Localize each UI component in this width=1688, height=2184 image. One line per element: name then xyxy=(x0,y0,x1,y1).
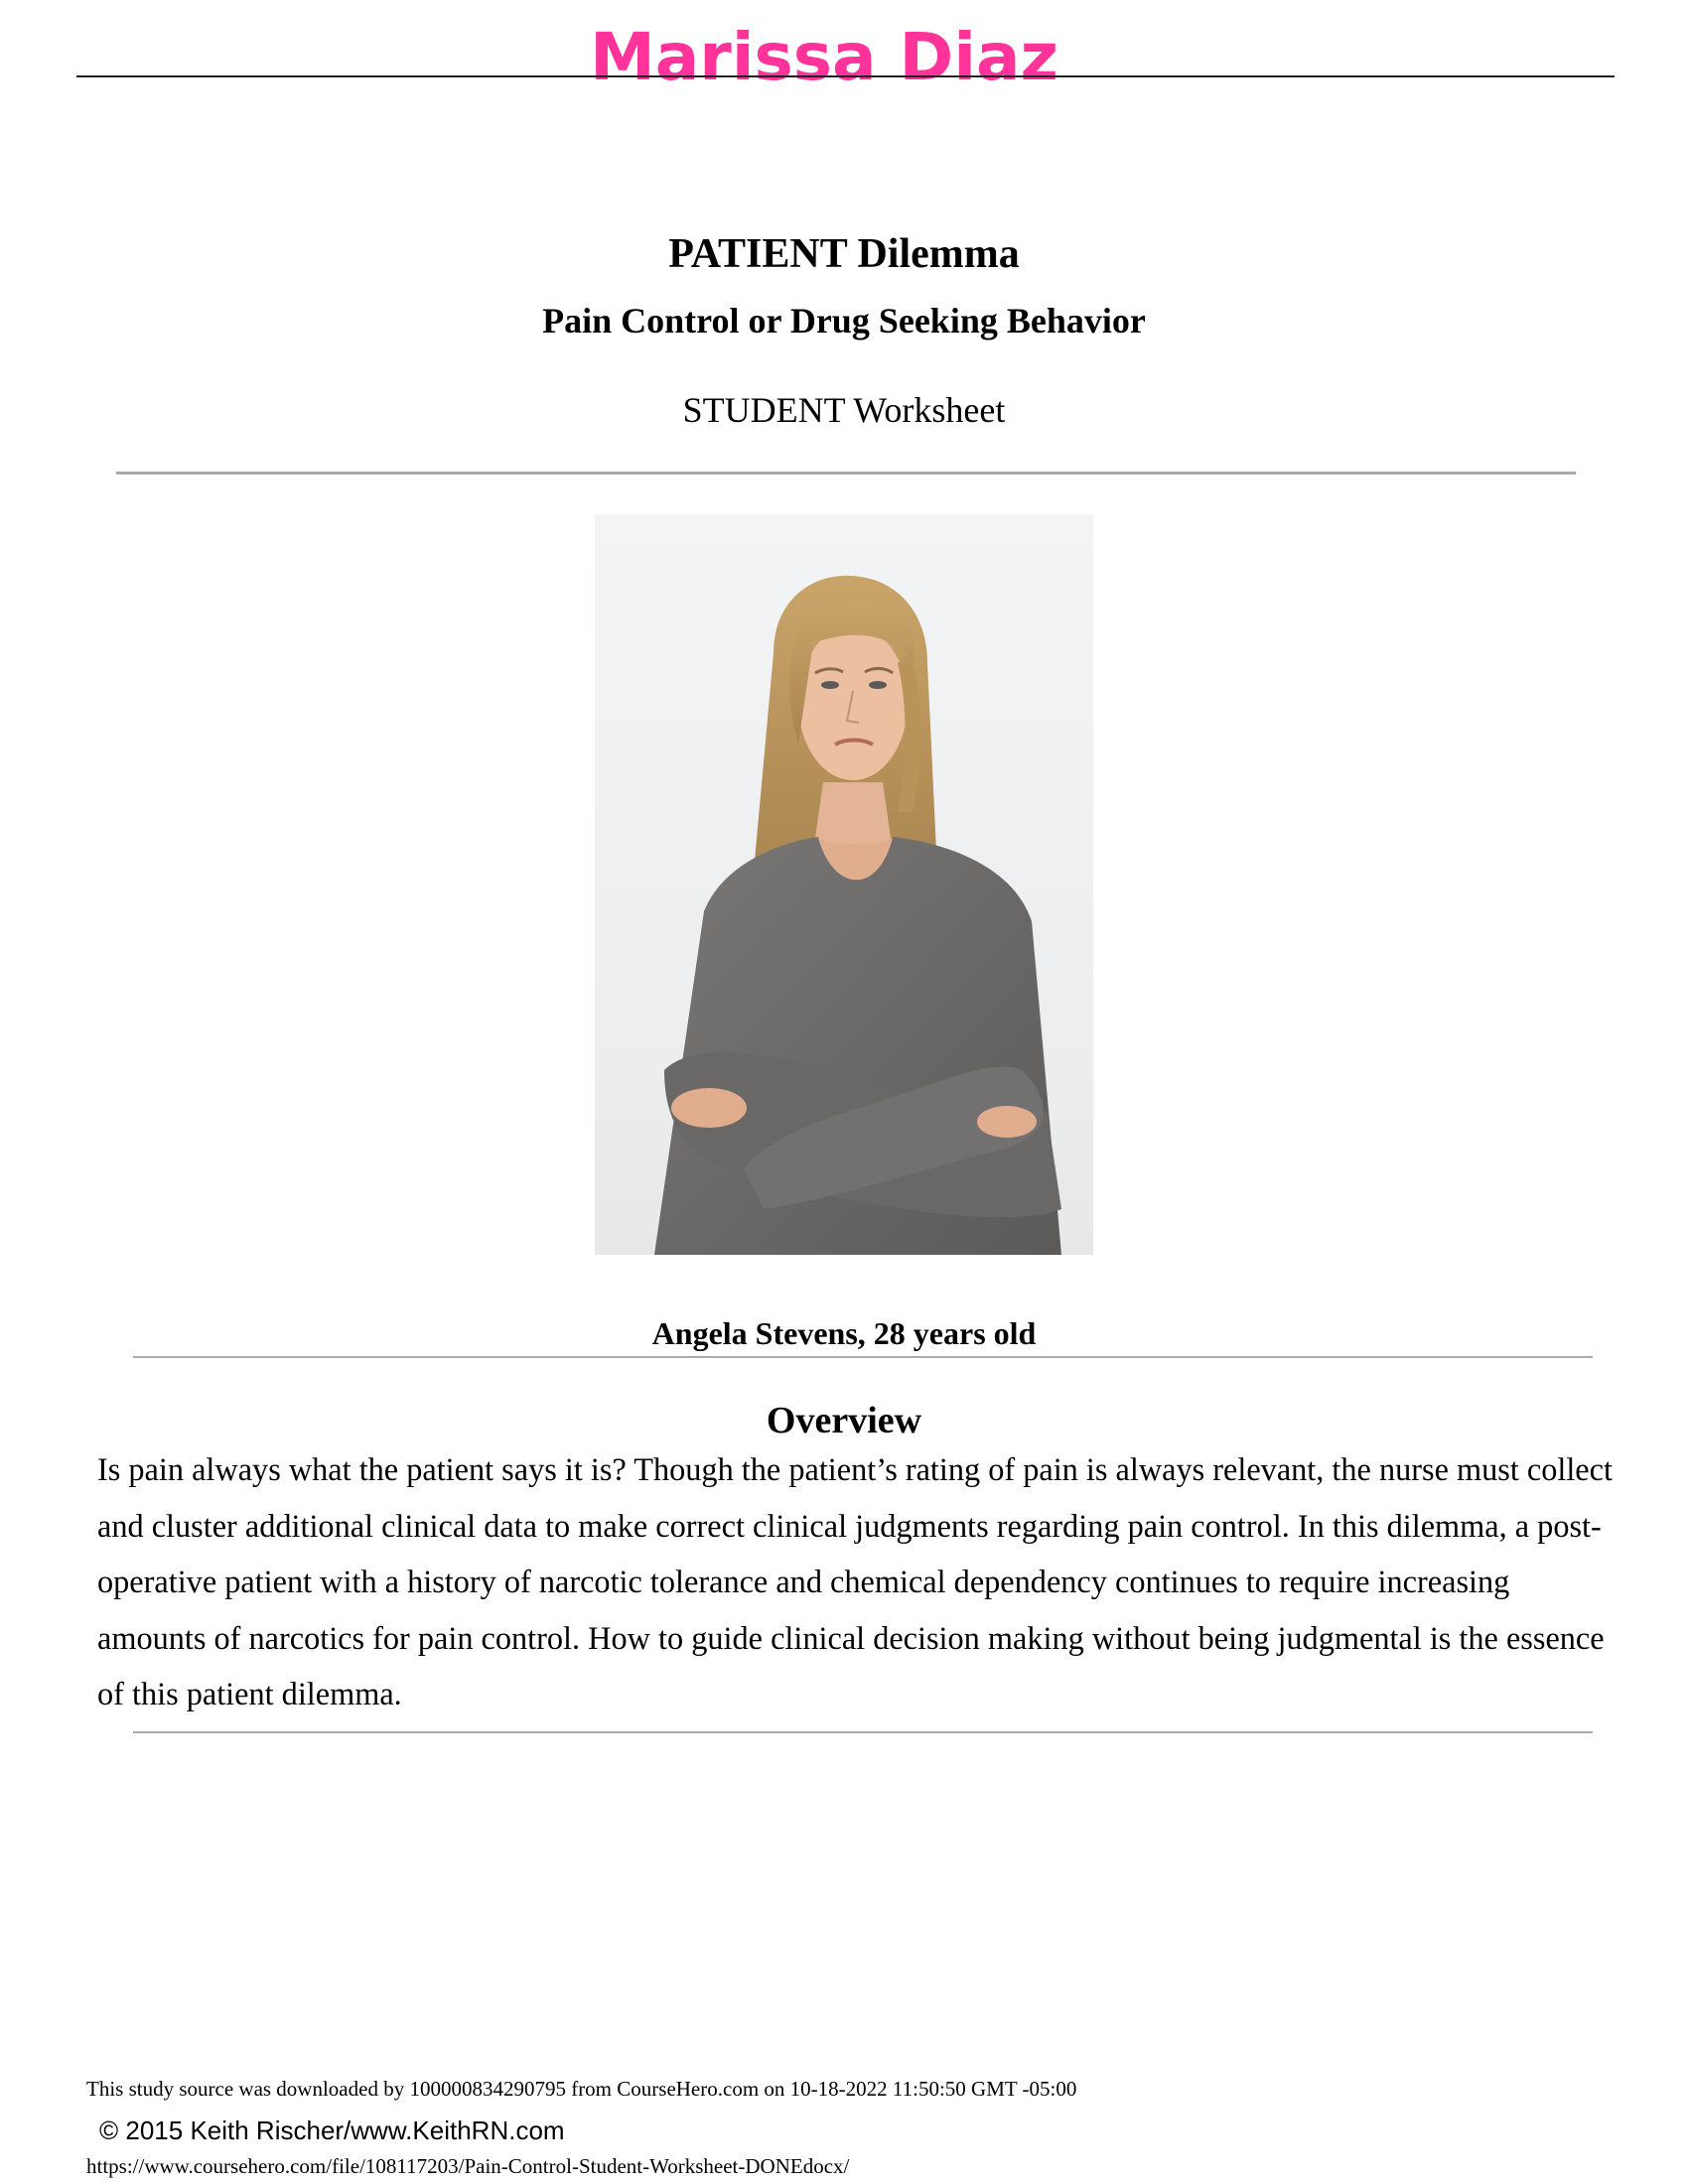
title-divider xyxy=(116,472,1576,475)
document-subtitle: Pain Control or Drug Seeking Behavior xyxy=(542,301,1146,341)
document-title: PATIENT Dilemma xyxy=(668,231,1020,277)
source-url[interactable]: https://www.coursehero.com/file/108117203/Pain-Control-Student-Worksheet-DONEdocx/ xyxy=(86,2154,850,2178)
overview-heading: Overview xyxy=(766,1400,922,1441)
copyright-footer: © 2015 Keith Rischer/www.KeithRN.com xyxy=(99,2116,565,2145)
worksheet-label: STUDENT Worksheet xyxy=(682,390,1006,430)
patient-caption: Angela Stevens, 28 years old xyxy=(651,1315,1037,1351)
overview-body: Is pain always what the patient says it is? Though the patient’s rating of pain is always relevant, the nurse must collect and cluster additional clinical data to make correct clinical judgments regarding pain control. In this dilemma, a post-operative patient with a history of narcotic tolerance and chemical dependency continues to require increasing amounts of narcotics for pain control. How to guide clinical decision making without being judgmental is the essence of this patient dilemma. xyxy=(97,1451,1613,1711)
patient-photo xyxy=(595,514,1093,1255)
student-name-header: Marissa Diaz xyxy=(590,19,1058,95)
overview-divider xyxy=(133,1731,1593,1733)
download-note: This study source was downloaded by 100000834290795 from CourseHero.com on 10-18-2022 11:50:50 GMT -05:00 xyxy=(86,2077,1077,2101)
caption-divider xyxy=(133,1356,1593,1358)
patient-photo-illustration xyxy=(595,514,1093,1255)
header-divider xyxy=(76,75,1615,77)
